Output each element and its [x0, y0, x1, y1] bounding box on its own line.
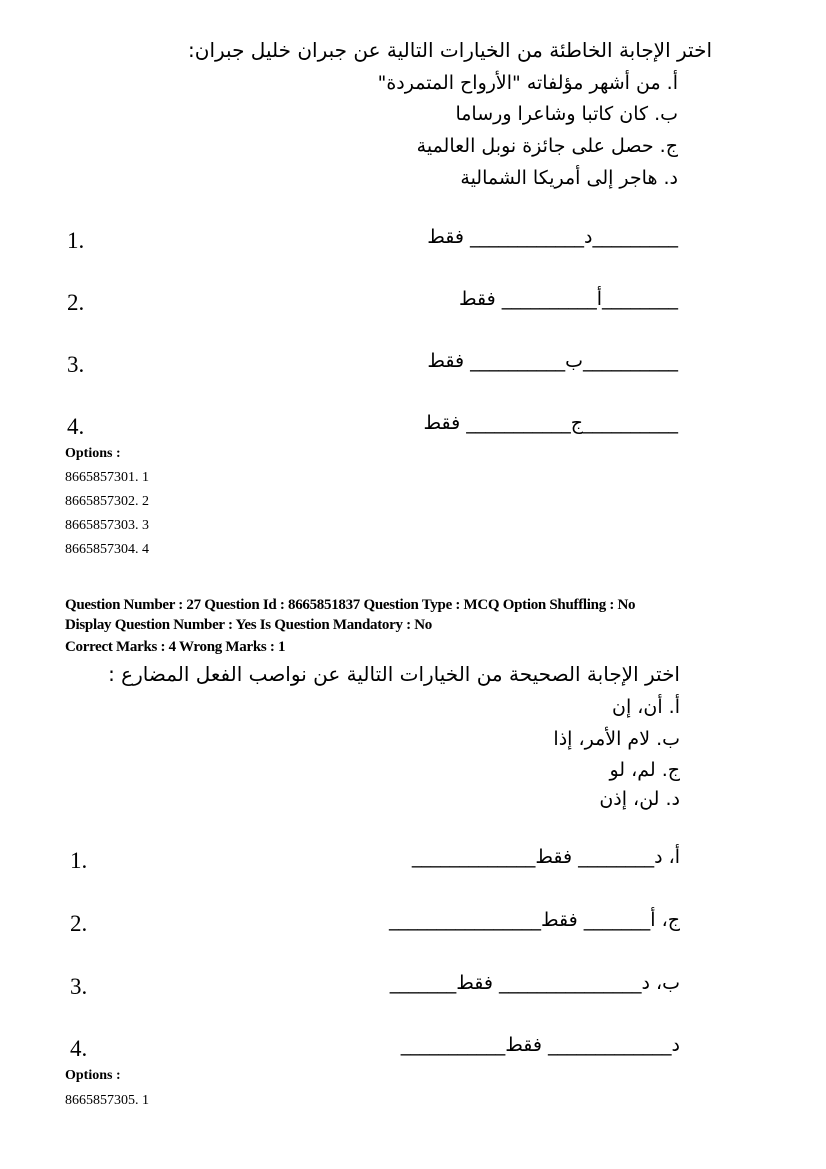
answer-choice: د_____________ فقط___________	[400, 1034, 680, 1056]
question-meta: Display Question Number : Yes Is Question Mandatory : No	[65, 617, 432, 633]
answer-number: 4.	[70, 1036, 88, 1061]
options-label: Options :	[65, 446, 121, 461]
answer-choice: _________د____________ فقط	[427, 226, 678, 248]
answer-number: 2.	[67, 290, 85, 315]
question-marks: Correct Marks : 4 Wrong Marks : 1	[65, 639, 286, 655]
question-meta: Question Number : 27 Question Id : 8665851837 Question Type : MCQ Option Shuffling : No	[65, 597, 636, 613]
answer-number: 2.	[70, 911, 88, 936]
question-stem: اختر الإجابة الخاطئة من الخيارات التالية عن جبران خليل جبران:	[188, 38, 712, 62]
answer-choice: ج، أ_______ فقط________________	[389, 909, 680, 931]
option-item: 8665857303. 3	[65, 518, 149, 533]
option-item: 8665857301. 1	[65, 470, 149, 485]
statement: ب. كان كاتبا وشاعرا ورساما	[455, 103, 678, 125]
answer-choice: __________ج___________ فقط	[423, 412, 678, 434]
statement: أ. من أشهر مؤلفاته "الأرواح المتمردة"	[377, 72, 678, 94]
statement: أ. أن، إن	[612, 696, 680, 718]
answer-choice: ب، د_______________ فقط_______	[389, 972, 680, 994]
answer-number: 1.	[70, 848, 88, 873]
options-label: Options :	[65, 1068, 121, 1083]
answer-number: 4.	[67, 414, 85, 439]
answer-number: 3.	[67, 352, 85, 377]
answer-number: 3.	[70, 974, 88, 999]
answer-choice: أ، د________ فقط_____________	[411, 846, 680, 868]
statement: ج. لم، لو	[609, 759, 680, 781]
answer-choice: ________أ__________ فقط	[458, 288, 678, 310]
option-item: 8665857305. 1	[65, 1093, 149, 1108]
answer-number: 1.	[67, 228, 85, 253]
question-stem: اختر الإجابة الصحيحة من الخيارات التالية عن نواصب الفعل المضارع :	[108, 662, 680, 686]
statement: ج. حصل على جائزة نوبل العالمية	[416, 135, 678, 157]
statement: د. هاجر إلى أمريكا الشمالية	[460, 167, 678, 189]
option-item: 8665857304. 4	[65, 542, 149, 557]
statement: ب. لام الأمر، إذا	[553, 728, 680, 750]
answer-choice: __________ب__________ فقط	[427, 350, 678, 372]
statement: د. لن، إذن	[599, 788, 680, 810]
option-item: 8665857302. 2	[65, 494, 149, 509]
